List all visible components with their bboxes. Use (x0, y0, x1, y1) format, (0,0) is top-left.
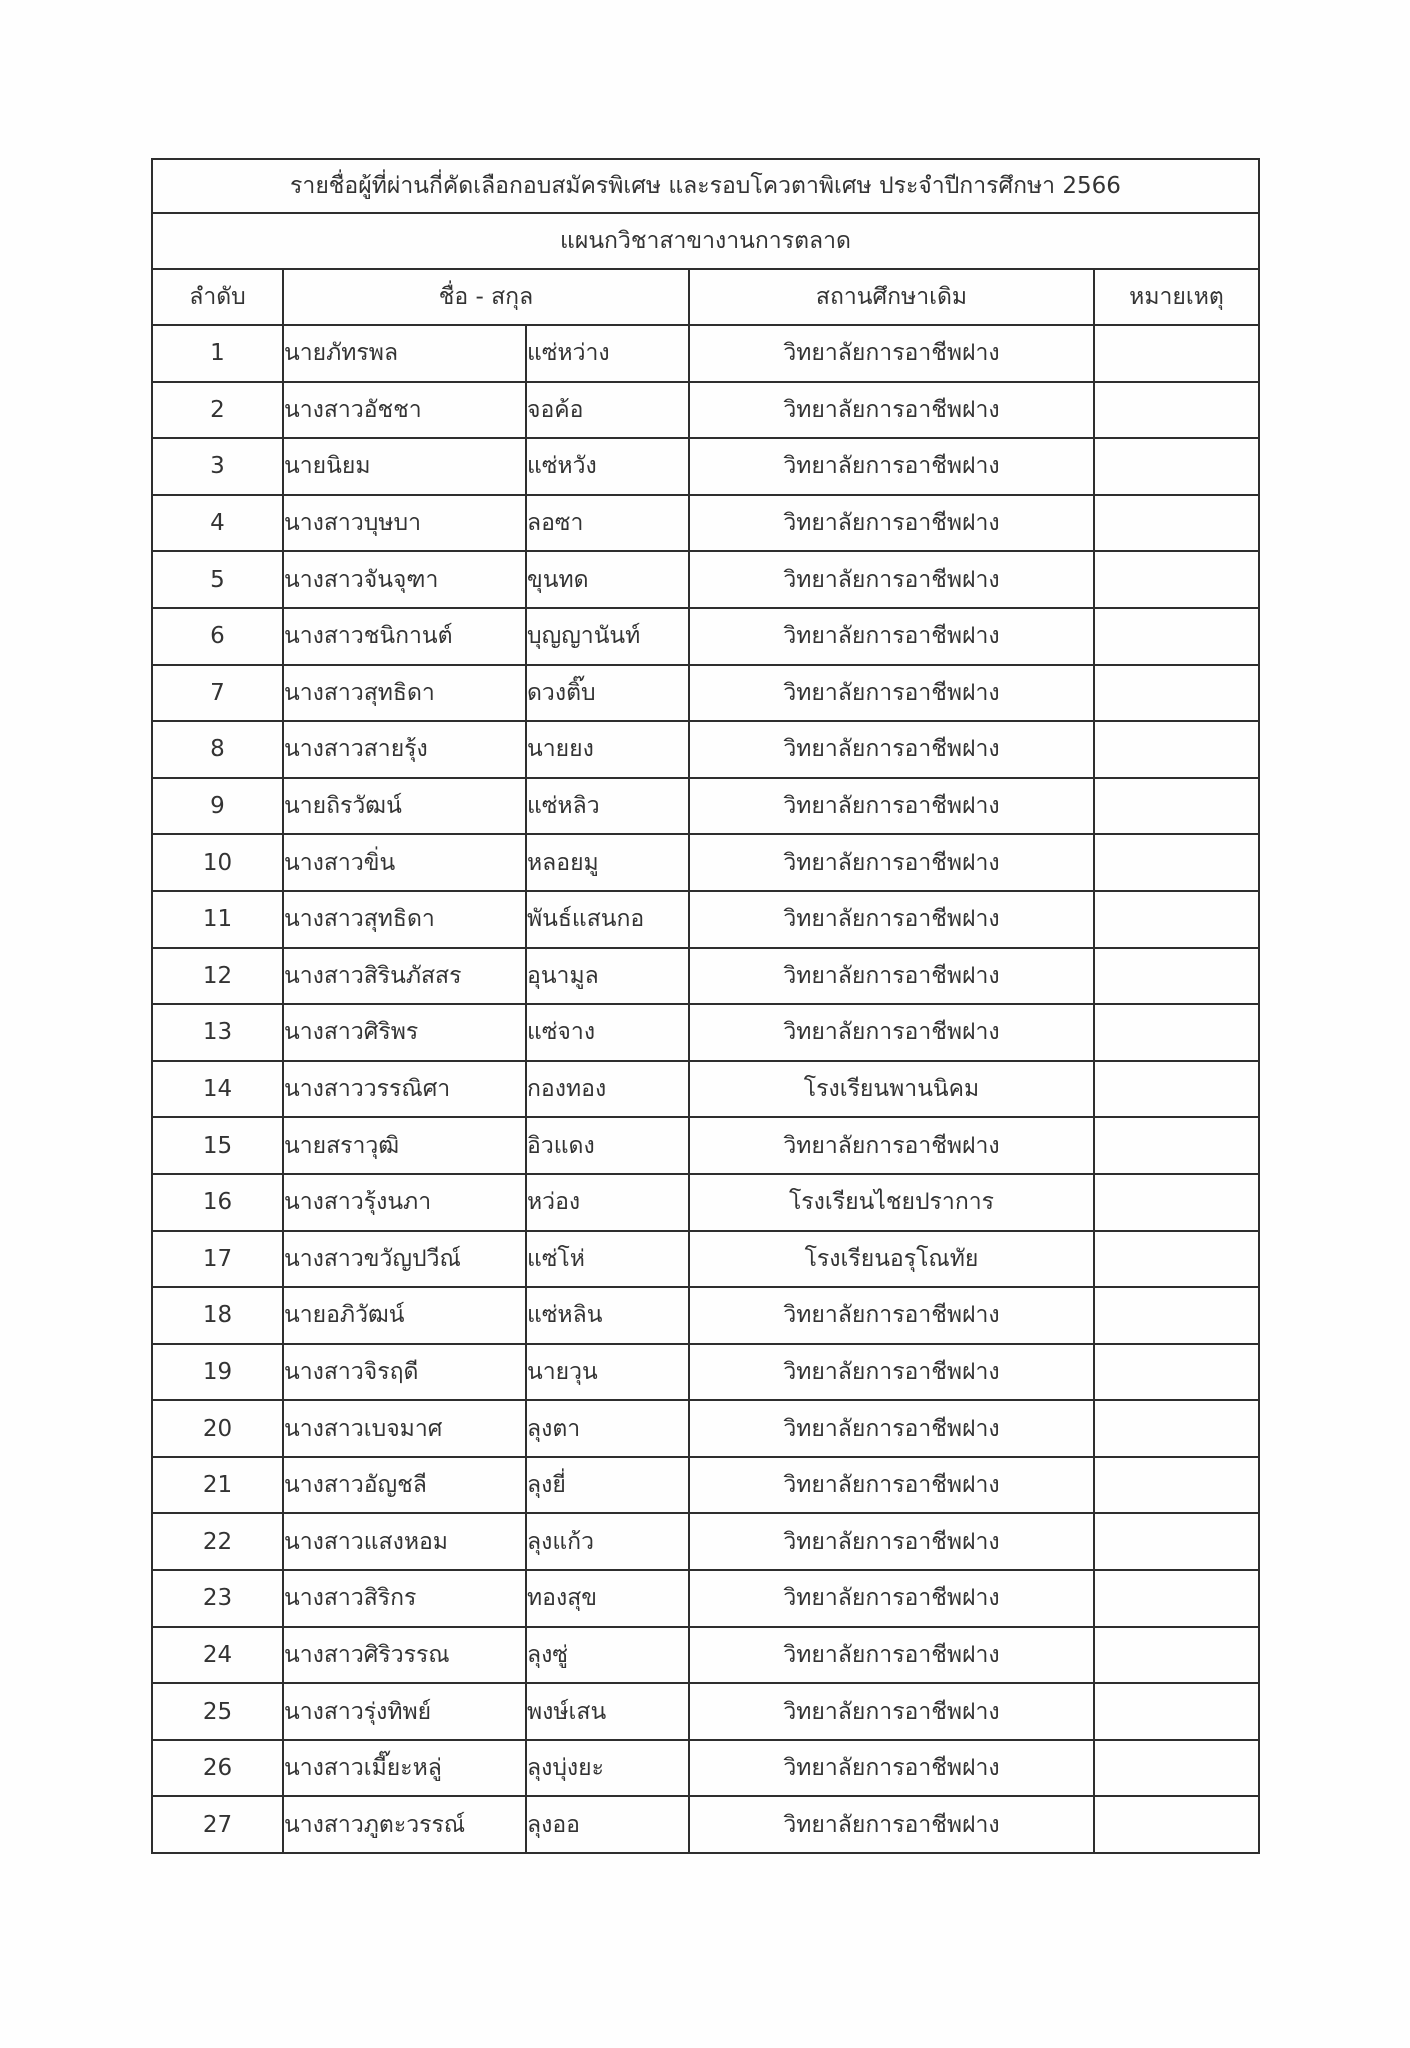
row-number: 17 (152, 1231, 283, 1288)
row-number: 7 (152, 665, 283, 722)
row-number: 21 (152, 1457, 283, 1514)
table-row (152, 1513, 1259, 1570)
note-cell (1094, 495, 1259, 552)
note-cell (1094, 438, 1259, 495)
last-name: แซ่จาง (526, 1004, 689, 1061)
previous-school: โรงเรียนไชยปราการ (689, 1174, 1094, 1231)
previous-school: วิทยาลัยการอาชีพฝาง (689, 948, 1094, 1005)
note-cell (1094, 551, 1259, 608)
table-row (152, 495, 1259, 552)
table-row (152, 1174, 1259, 1231)
previous-school: โรงเรียนอรุโณทัย (689, 1231, 1094, 1288)
column-header-school: สถานศึกษาเดิม (689, 269, 1094, 325)
column-header-no: ลำดับ (152, 269, 283, 325)
table-row (152, 1287, 1259, 1344)
row-number: 8 (152, 721, 283, 778)
previous-school: วิทยาลัยการอาชีพฝาง (689, 438, 1094, 495)
first-name: นางสาวสุทธิดา (283, 891, 526, 948)
previous-school: วิทยาลัยการอาชีพฝาง (689, 721, 1094, 778)
last-name: แซ่โห่ (526, 1231, 689, 1288)
first-name: นายอภิวัฒน์ (283, 1287, 526, 1344)
note-cell (1094, 778, 1259, 835)
row-number: 6 (152, 608, 283, 665)
note-cell (1094, 1344, 1259, 1401)
row-number: 14 (152, 1061, 283, 1118)
title-row (152, 159, 1259, 213)
row-number: 5 (152, 551, 283, 608)
first-name: นางสาวสุทธิดา (283, 665, 526, 722)
first-name: นางสาวภูตะวรรณ์ (283, 1796, 526, 1853)
last-name: ลุงซู่ (526, 1627, 689, 1684)
last-name: นายยง (526, 721, 689, 778)
first-name: นายนิยม (283, 438, 526, 495)
table-row (152, 1796, 1259, 1853)
last-name: ลุงยี่ (526, 1457, 689, 1514)
table-row (152, 1457, 1259, 1514)
row-number: 25 (152, 1683, 283, 1740)
row-number: 11 (152, 891, 283, 948)
note-cell (1094, 325, 1259, 382)
first-name: นางสาวชนิกานต์ (283, 608, 526, 665)
table-row (152, 551, 1259, 608)
last-name: ทองสุข (526, 1570, 689, 1627)
last-name: หว่อง (526, 1174, 689, 1231)
row-number: 2 (152, 382, 283, 439)
first-name: นางสาวเบจมาศ (283, 1400, 526, 1457)
note-cell (1094, 1061, 1259, 1118)
row-number: 13 (152, 1004, 283, 1061)
first-name: นายถิรวัฒน์ (283, 778, 526, 835)
row-number: 24 (152, 1627, 283, 1684)
note-cell (1094, 665, 1259, 722)
row-number: 9 (152, 778, 283, 835)
previous-school: วิทยาลัยการอาชีพฝาง (689, 1627, 1094, 1684)
department-title: แผนกวิชาสาขางานการตลาด (152, 213, 1259, 269)
first-name: นางสาวขิ่น (283, 834, 526, 891)
first-name: นางสาวขวัญปวีณ์ (283, 1231, 526, 1288)
previous-school: วิทยาลัยการอาชีพฝาง (689, 1117, 1094, 1174)
row-number: 19 (152, 1344, 283, 1401)
last-name: แซ่หวัง (526, 438, 689, 495)
note-cell (1094, 1570, 1259, 1627)
last-name: อุนามูล (526, 948, 689, 1005)
table-row (152, 834, 1259, 891)
previous-school: วิทยาลัยการอาชีพฝาง (689, 1400, 1094, 1457)
table-row (152, 1004, 1259, 1061)
last-name: กองทอง (526, 1061, 689, 1118)
first-name: นางสาวอัชชา (283, 382, 526, 439)
last-name: จอค้อ (526, 382, 689, 439)
previous-school: วิทยาลัยการอาชีพฝาง (689, 1570, 1094, 1627)
row-number: 20 (152, 1400, 283, 1457)
note-cell (1094, 608, 1259, 665)
previous-school: วิทยาลัยการอาชีพฝาง (689, 1796, 1094, 1853)
previous-school: วิทยาลัยการอาชีพฝาง (689, 325, 1094, 382)
note-cell (1094, 834, 1259, 891)
table-row (152, 1117, 1259, 1174)
table-row (152, 948, 1259, 1005)
table-row (152, 665, 1259, 722)
table-row (152, 891, 1259, 948)
note-cell (1094, 1796, 1259, 1853)
last-name: พงษ์เสน (526, 1683, 689, 1740)
last-name: แซ่หลิว (526, 778, 689, 835)
previous-school: วิทยาลัยการอาชีพฝาง (689, 1740, 1094, 1797)
first-name: นางสาวสิรินภัสสร (283, 948, 526, 1005)
admission-roster-table (151, 158, 1260, 1854)
previous-school: วิทยาลัยการอาชีพฝาง (689, 1344, 1094, 1401)
note-cell (1094, 721, 1259, 778)
row-number: 1 (152, 325, 283, 382)
note-cell (1094, 1740, 1259, 1797)
table-row (152, 1061, 1259, 1118)
note-cell (1094, 1683, 1259, 1740)
first-name: นางสาวอัญชลี (283, 1457, 526, 1514)
previous-school: โรงเรียนพานนิคม (689, 1061, 1094, 1118)
previous-school: วิทยาลัยการอาชีพฝาง (689, 665, 1094, 722)
table-row (152, 1740, 1259, 1797)
first-name: นางสาวจันจุฑา (283, 551, 526, 608)
table-row (152, 778, 1259, 835)
column-header-name: ชื่อ - สกุล (283, 269, 689, 325)
last-name: แซ่หว่าง (526, 325, 689, 382)
first-name: นางสาวศิริพร (283, 1004, 526, 1061)
note-cell (1094, 1004, 1259, 1061)
first-name: นางสาวแสงหอม (283, 1513, 526, 1570)
first-name: นางสาวรุ้งนภา (283, 1174, 526, 1231)
previous-school: วิทยาลัยการอาชีพฝาง (689, 551, 1094, 608)
row-number: 27 (152, 1796, 283, 1853)
table-row (152, 1231, 1259, 1288)
table-row (152, 325, 1259, 382)
row-number: 4 (152, 495, 283, 552)
column-header-row (152, 269, 1259, 325)
table-row (152, 721, 1259, 778)
table-row (152, 1627, 1259, 1684)
last-name: นายวุน (526, 1344, 689, 1401)
last-name: บุญญานันท์ (526, 608, 689, 665)
note-cell (1094, 1117, 1259, 1174)
column-header-note: หมายเหตุ (1094, 269, 1259, 325)
first-name: นายภัทรพล (283, 325, 526, 382)
previous-school: วิทยาลัยการอาชีพฝาง (689, 608, 1094, 665)
first-name: นางสาวสายรุ้ง (283, 721, 526, 778)
row-number: 18 (152, 1287, 283, 1344)
first-name: นางสาวจิรฤดี (283, 1344, 526, 1401)
table-row (152, 1344, 1259, 1401)
table-row (152, 382, 1259, 439)
last-name: ลอซา (526, 495, 689, 552)
table-row (152, 1400, 1259, 1457)
department-row (152, 213, 1259, 269)
table-row (152, 438, 1259, 495)
previous-school: วิทยาลัยการอาชีพฝาง (689, 1513, 1094, 1570)
document-title: รายชื่อผู้ที่ผ่านกี่คัดเลือกอบสมัครพิเศษ และรอบโควตาพิเศษ ประจำปีการศึกษา 2566 (152, 159, 1259, 213)
last-name: อิวแดง (526, 1117, 689, 1174)
note-cell (1094, 1513, 1259, 1570)
note-cell (1094, 1231, 1259, 1288)
last-name: ขุนทด (526, 551, 689, 608)
table-row (152, 1570, 1259, 1627)
note-cell (1094, 1287, 1259, 1344)
row-number: 15 (152, 1117, 283, 1174)
row-number: 26 (152, 1740, 283, 1797)
first-name: นางสาวรุ่งทิพย์ (283, 1683, 526, 1740)
last-name: พันธ์แสนกอ (526, 891, 689, 948)
note-cell (1094, 948, 1259, 1005)
note-cell (1094, 382, 1259, 439)
row-number: 3 (152, 438, 283, 495)
first-name: นางสาวเมี๊ยะหลู่ (283, 1740, 526, 1797)
table-row (152, 608, 1259, 665)
note-cell (1094, 1400, 1259, 1457)
note-cell (1094, 891, 1259, 948)
last-name: ลุงตา (526, 1400, 689, 1457)
first-name: นายสราวุฒิ (283, 1117, 526, 1174)
last-name: ดวงติ๊บ (526, 665, 689, 722)
note-cell (1094, 1627, 1259, 1684)
first-name: นางสาวบุษบา (283, 495, 526, 552)
previous-school: วิทยาลัยการอาชีพฝาง (689, 778, 1094, 835)
row-number: 12 (152, 948, 283, 1005)
first-name: นางสาววรรณิศา (283, 1061, 526, 1118)
last-name: ลุงออ (526, 1796, 689, 1853)
first-name: นางสาวศิริวรรณ (283, 1627, 526, 1684)
note-cell (1094, 1457, 1259, 1514)
first-name: นางสาวสิริกร (283, 1570, 526, 1627)
note-cell (1094, 1174, 1259, 1231)
last-name: ลุงบุ่งยะ (526, 1740, 689, 1797)
last-name: ลุงแก้ว (526, 1513, 689, 1570)
last-name: แซ่หลิน (526, 1287, 689, 1344)
previous-school: วิทยาลัยการอาชีพฝาง (689, 1287, 1094, 1344)
row-number: 23 (152, 1570, 283, 1627)
previous-school: วิทยาลัยการอาชีพฝาง (689, 891, 1094, 948)
roster-body (152, 325, 1259, 1853)
previous-school: วิทยาลัยการอาชีพฝาง (689, 382, 1094, 439)
row-number: 10 (152, 834, 283, 891)
previous-school: วิทยาลัยการอาชีพฝาง (689, 495, 1094, 552)
row-number: 22 (152, 1513, 283, 1570)
previous-school: วิทยาลัยการอาชีพฝาง (689, 1004, 1094, 1061)
row-number: 16 (152, 1174, 283, 1231)
previous-school: วิทยาลัยการอาชีพฝาง (689, 1683, 1094, 1740)
last-name: หลอยมู (526, 834, 689, 891)
previous-school: วิทยาลัยการอาชีพฝาง (689, 834, 1094, 891)
table-row (152, 1683, 1259, 1740)
previous-school: วิทยาลัยการอาชีพฝาง (689, 1457, 1094, 1514)
